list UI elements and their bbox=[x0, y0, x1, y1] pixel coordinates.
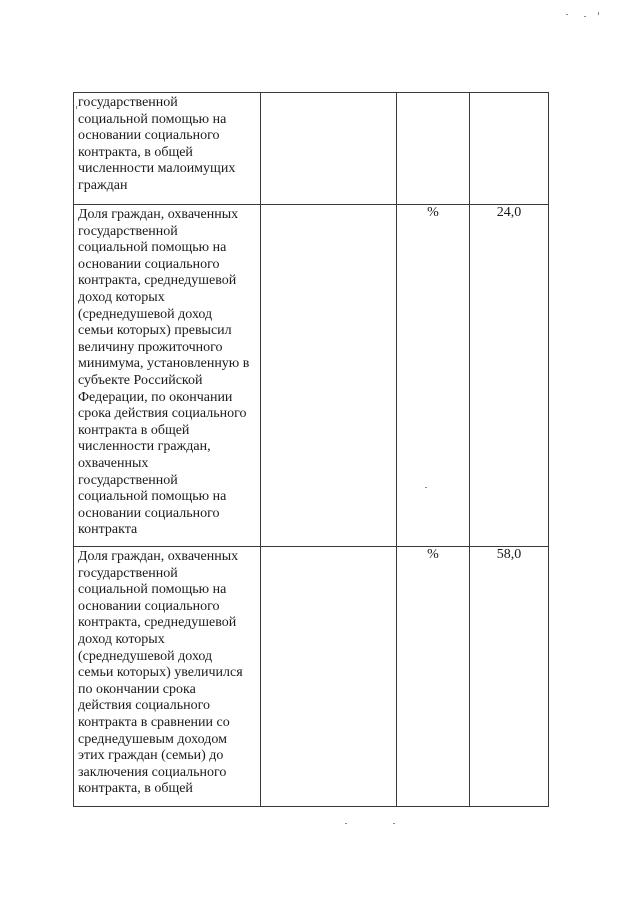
unit-cell bbox=[397, 205, 470, 547]
value-cell bbox=[470, 547, 549, 807]
unit-text: % bbox=[427, 547, 439, 562]
indicator-cell bbox=[74, 205, 261, 547]
indicator-cell bbox=[74, 93, 261, 205]
scan-speck bbox=[345, 823, 347, 824]
value-text: 24,0 bbox=[496, 205, 522, 220]
scan-speck bbox=[584, 16, 586, 17]
empty-cell bbox=[261, 93, 397, 205]
scan-speck bbox=[566, 14, 568, 15]
empty-cell bbox=[261, 547, 397, 807]
indicator-cell bbox=[74, 547, 261, 807]
value-cell bbox=[470, 93, 549, 205]
scan-speck bbox=[598, 12, 599, 15]
value-cell bbox=[470, 205, 549, 547]
indicator-text: Доля граждан, охваченных государственной социальной помощью на основании социального контракта, среднедушевой доход которых (среднедушевой доход семьи которых) превысил величину прожиточного минимума, установленную в субъекте Российской Федерации, по окончании срока действия социального контракта в общей численности граждан, охваченных государственной социальной помощью на основании социального контракта bbox=[78, 207, 250, 538]
table-row bbox=[74, 547, 549, 807]
indicators-table bbox=[73, 92, 549, 807]
table-row bbox=[74, 93, 549, 205]
scan-speck bbox=[425, 487, 427, 488]
empty-cell bbox=[261, 205, 397, 547]
value-text: 58,0 bbox=[496, 547, 522, 562]
indicator-text: Доля граждан, охваченных государственной социальной помощью на основании социального контракта, среднедушевой доход которых (среднедушевой доход семьи которых) увеличился по окончании срока действия социального контракта в сравнении со среднедушевым доходом этих граждан (семьи) до заключения социального контракта, в общей bbox=[78, 549, 243, 797]
unit-text: % bbox=[427, 205, 439, 220]
unit-cell bbox=[397, 93, 470, 205]
indicator-text: государственной социальной помощью на основании социального контракта, в общей численности малоимущих граждан bbox=[78, 95, 236, 193]
scan-speck bbox=[76, 106, 77, 109]
scan-speck bbox=[393, 823, 395, 824]
table-row bbox=[74, 205, 549, 547]
unit-cell bbox=[397, 547, 470, 807]
